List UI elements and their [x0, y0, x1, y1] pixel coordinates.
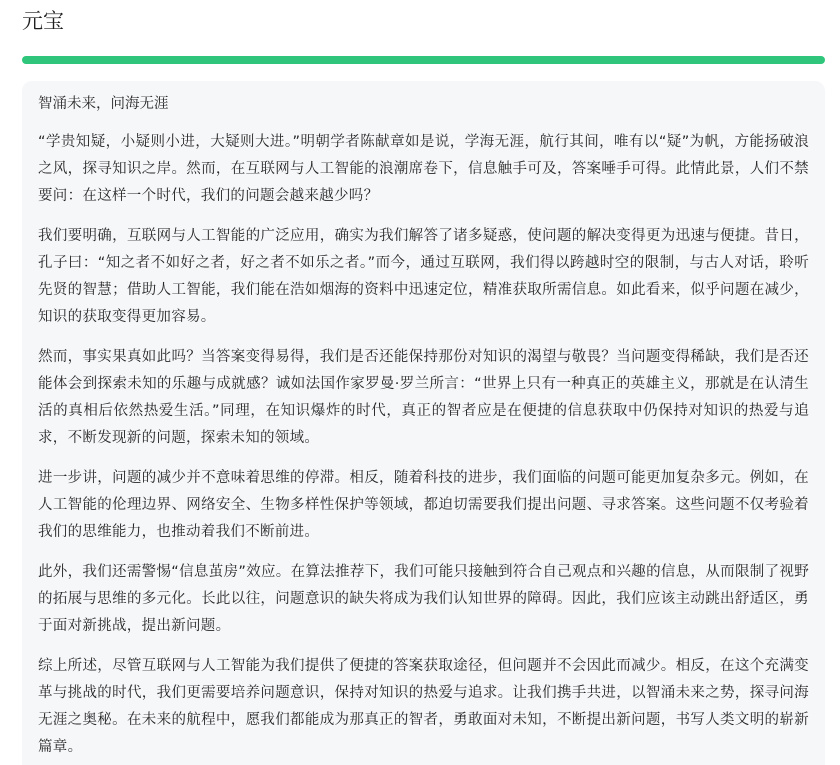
assistant-message-card	[22, 81, 825, 765]
essay-paragraph: 进一步讲，问题的减少并不意味着思维的停滞。相反，随着科技的进步，我们面临的问题可能更加复杂多元。例如，在人工智能的伦理边界、网络安全、生物多样性保护等领域，都迫切需要我们提出问题、寻求答案。这些问题不仅考验着我们的思维能力，也推动着我们不断前进。	[38, 470, 809, 540]
essay-paragraph: 我们要明确，互联网与人工智能的广泛应用，确实为我们解答了诸多疑惑，使问题的解决变得更为迅速与便捷。昔日，孔子曰：“知之者不如好之者，好之者不如乐之者。”而今，通过互联网，我们得以跨越时空的限制，与古人对话，聆听先贤的智慧；借助人工智能，我们能在浩如烟海的资料中迅速定位，精准获取所需信息。如此看来，似乎问题在减少，知识的获取变得更加容易。	[38, 228, 809, 325]
essay-paragraph: 然而，事实果真如此吗？当答案变得易得，我们是否还能保持那份对知识的渴望与敬畏？当问题变得稀缺，我们是否还能体会到探索未知的乐趣与成就感？诚如法国作家罗曼·罗兰所言：“世界上只有一种真正的英雄主义，那就是在认清生活的真相后依然热爱生活。”同理，在知识爆炸的时代，真正的智者应是在便捷的信息获取中仍保持对知识的热爱与追求，不断发现新的问题，探索未知的领域。	[38, 349, 809, 446]
essay-title: 智涌未来，问海无涯	[38, 96, 169, 112]
app-title: 元宝	[22, 9, 64, 33]
accent-bar	[22, 56, 825, 64]
essay-paragraph: 综上所述，尽管互联网与人工智能为我们提供了便捷的答案获取途径，但问题并不会因此而减少。相反，在这个充满变革与挑战的时代，我们更需要培养问题意识，保持对知识的热爱与追求。让我们携手共进，以智涌未来之势，探寻问海无涯之奥秘。在未来的航程中，愿我们都能成为那真正的智者，勇敢面对未知，不断提出新问题，书写人类文明的崭新篇章。	[38, 658, 809, 755]
essay-paragraph: “学贵知疑，小疑则小进，大疑则大进。”明朝学者陈献章如是说，学海无涯，航行其间，唯有以“疑”为帆，方能扬破浪之风，探寻知识之岸。然而，在互联网与人工智能的浪潮席卷下，信息触手可及，答案唾手可得。此情此景，人们不禁要问：在这样一个时代，我们的问题会越来越少吗？	[38, 134, 809, 204]
essay-paragraph: 此外，我们还需警惕“信息茧房”效应。在算法推荐下，我们可能只接触到符合自己观点和兴趣的信息，从而限制了视野的拓展与思维的多元化。长此以往，问题意识的缺失将成为我们认知世界的障碍。因此，我们应该主动跳出舒适区，勇于面对新挑战，提出新问题。	[38, 564, 809, 634]
